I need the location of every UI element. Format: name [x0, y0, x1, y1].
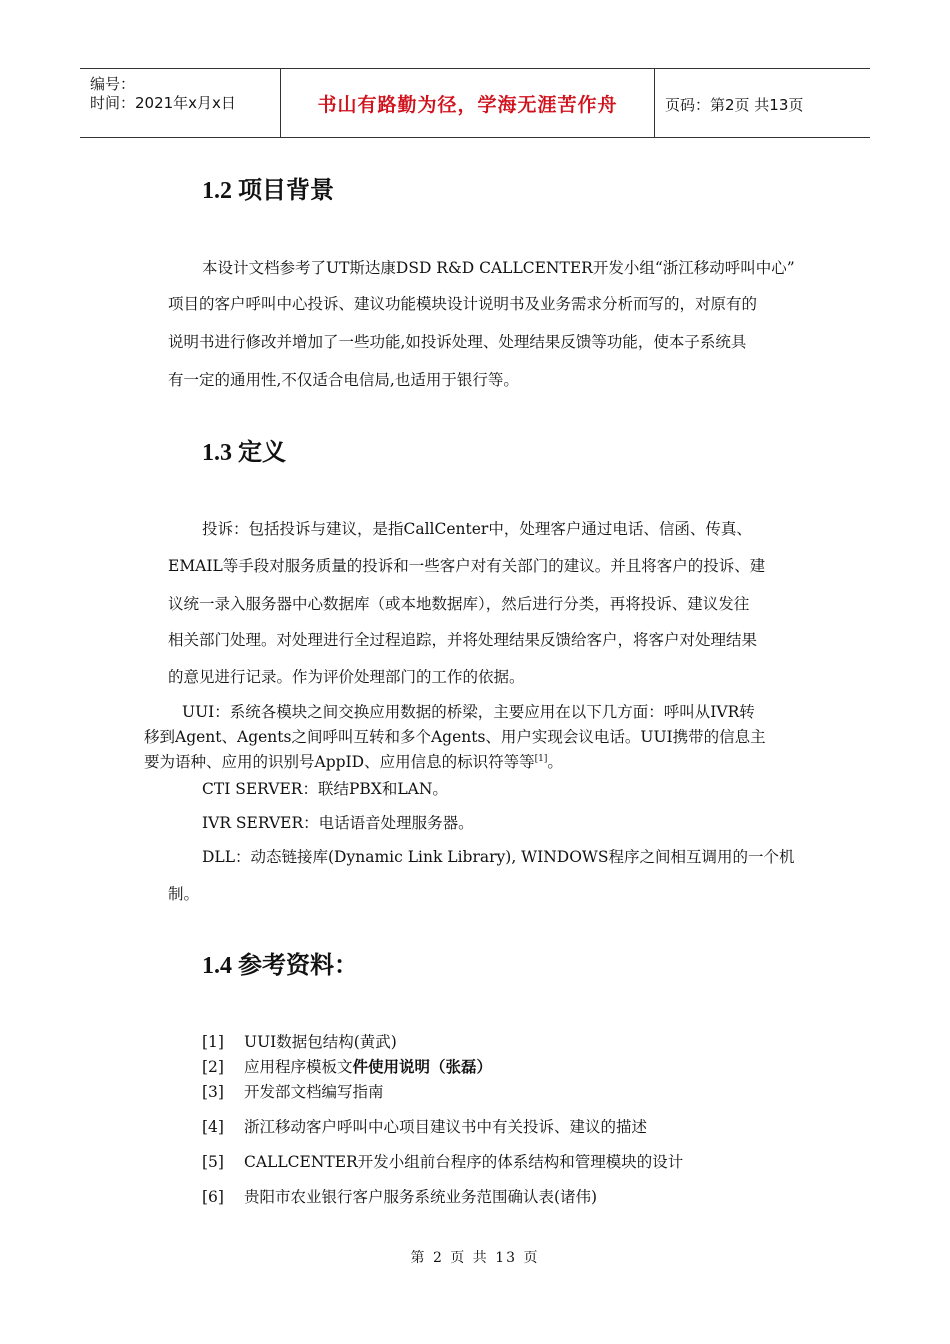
definition-complaint-line: 投诉：包括投诉与建议，是指CallCenter中，处理客户通过电话、信函、传真、	[202, 520, 752, 538]
section-title-references: 1.4 参考资料：	[202, 953, 358, 979]
paragraph-line: 项目的客户呼叫中心投诉、建议功能模块设计说明书及业务需求分析而写的，对原有的	[168, 295, 758, 313]
document-number-label: 编号：	[90, 75, 136, 93]
header-page-info: 页码：第2页 共13页	[665, 96, 804, 114]
reference-item: [2] 应用程序模板文件使用说明（张磊）	[202, 1058, 493, 1076]
header-meta-cell	[80, 69, 281, 137]
definition-cti: CTI SERVER：联结PBX和LAN。	[202, 780, 448, 798]
definition-complaint-line: 的意见进行记录。作为评价处理部门的工作的依据。	[168, 668, 525, 686]
header-motto-cell	[281, 69, 655, 137]
page-footer: 第 2 页 共 13 页	[410, 1250, 540, 1266]
header-motto: 书山有路勤为径，学海无涯苦作舟	[317, 94, 618, 116]
definition-complaint-line: EMAIL等手段对服务质量的投诉和一些客户对有关部门的建议。并且将客户的投诉、建	[168, 557, 766, 575]
reference-item: [5] CALLCENTER开发小组前台程序的体系结构和管理模块的设计	[202, 1153, 684, 1171]
definition-complaint-line: 议统一录入服务器中心数据库（或本地数据库），然后进行分类，再将投诉、建议发往	[168, 595, 750, 613]
paragraph-line: 有一定的通用性,不仅适合电信局,也适用于银行等。	[168, 371, 519, 389]
definition-ivr: IVR SERVER：电话语音处理服务器。	[202, 814, 474, 832]
paragraph-line: 本设计文档参考了UT斯达康DSD R&D CALLCENTER开发小组“浙江移动呼叫中心”	[202, 259, 795, 277]
definition-uui-line: 移到Agent、Agents之间呼叫互转和多个Agents、用户实现会议电话。UUI携带的信息主	[144, 728, 766, 746]
section-title-background: 1.2 项目背景	[202, 178, 334, 204]
reference-item: [3] 开发部文档编写指南	[202, 1083, 384, 1101]
definition-uui-line	[144, 750, 563, 772]
definition-dll-line: DLL：动态链接库(Dynamic Link Library), WINDOWS程序之间相互调用的一个机	[202, 848, 795, 866]
uui-line-text: 要为语种、应用的识别号AppID、应用信息的标识符等等	[144, 753, 535, 771]
uui-line-end: 。	[547, 753, 563, 771]
reference-item: [1] UUI数据包结构(黄武)	[202, 1033, 397, 1051]
footnote-ref: [1]	[534, 753, 548, 764]
definition-complaint-line: 相关部门处理。对处理进行全过程追踪，并将处理结果反馈给客户，将客户对处理结果	[168, 631, 758, 649]
page-header	[80, 68, 870, 138]
reference-item: [6] 贵阳市农业银行客户服务系统业务范围确认表(诸伟)	[202, 1188, 598, 1206]
document-date: 时间：2021年x月x日	[90, 94, 236, 112]
reference-item: [4] 浙江移动客户呼叫中心项目建议书中有关投诉、建议的描述	[202, 1118, 648, 1136]
header-page-cell	[655, 69, 870, 137]
section-title-definitions: 1.3 定义	[202, 440, 286, 466]
definition-uui-line: UUI：系统各模块之间交换应用数据的桥梁，主要应用在以下几方面：呼叫从IVR转	[182, 703, 755, 721]
paragraph-line: 说明书进行修改并增加了一些功能,如投诉处理、处理结果反馈等功能，使本子系统具	[168, 333, 747, 351]
definition-dll-line: 制。	[168, 885, 200, 903]
